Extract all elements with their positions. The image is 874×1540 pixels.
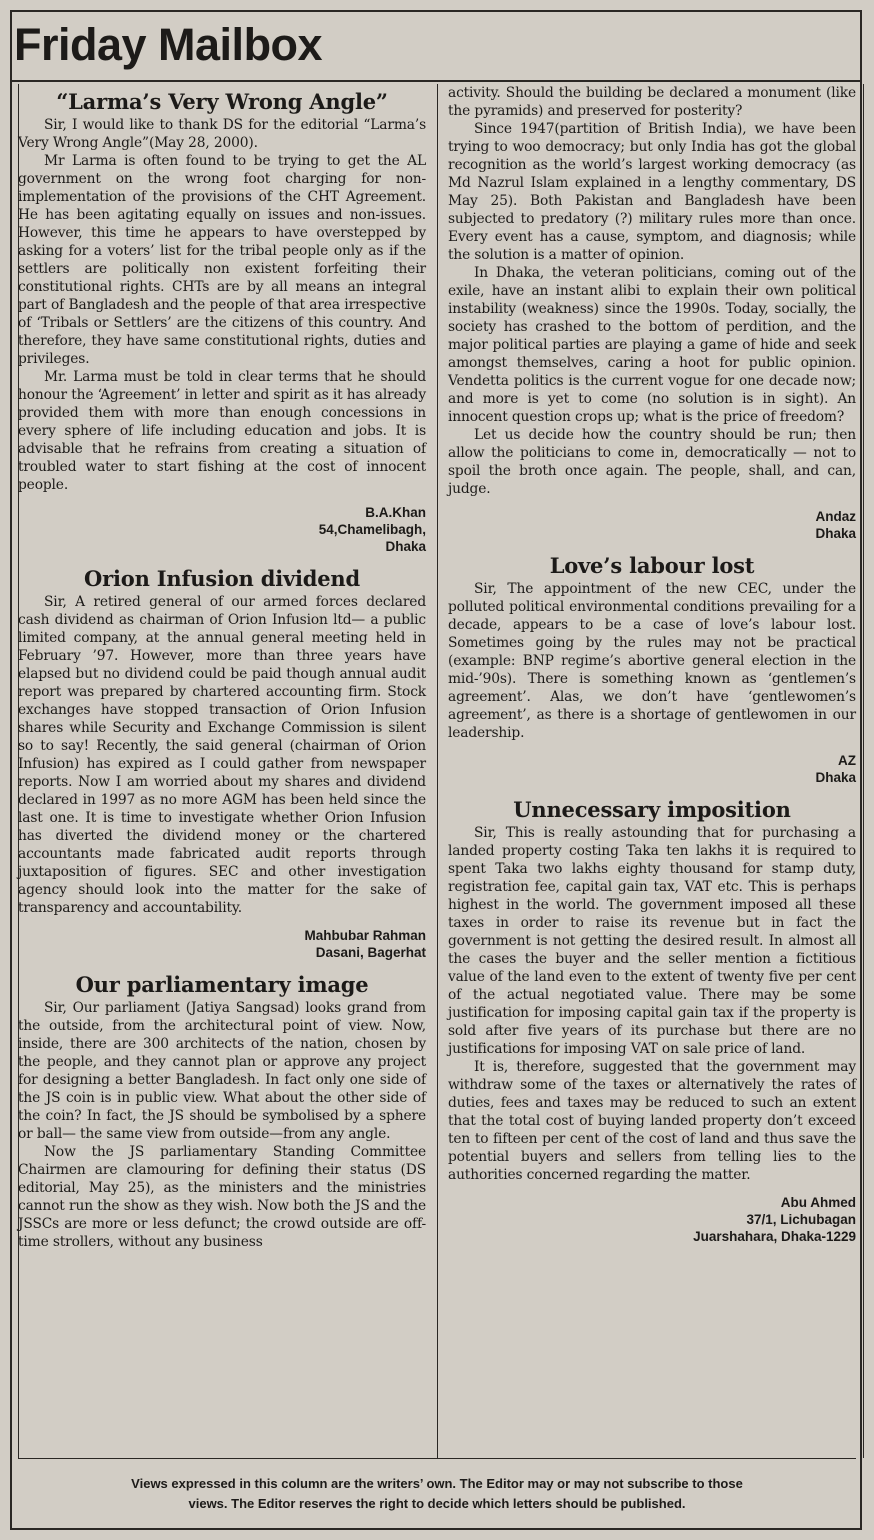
letter-paragraph: activity. Should the building be declared a monument (like the pyramids) and preserved for posterity? [448, 85, 856, 119]
masthead [10, 10, 862, 82]
letter [18, 88, 426, 555]
letter-signature [18, 504, 426, 555]
letter-signature [18, 927, 426, 961]
letter-headline: Our parliamentary image [75, 972, 369, 997]
letter-paragraph: It is, therefore, suggested that the government may withdraw some of the taxes or alternatively the rates of duties, fees and taxes may be reduced to such an extent that the total cost of buying landed property don’t exceed ten to fifteen per cent of the cost of land and thus save the potential buyers and sellers from telling lies to the authorities concerned regarding the matter. [448, 1059, 856, 1183]
letter [448, 552, 856, 786]
signature-line: Dhaka [815, 770, 856, 785]
signature-line: Mahbubar Rahman [304, 928, 426, 943]
footer-rule [18, 1458, 856, 1459]
letter [448, 84, 856, 542]
letter-paragraph: Sir, Our parliament (Jatiya Sangsad) looks grand from the outside, from the architectural point of view. Now, inside, there are 300 architects of the nation, chosen by the people, and they cannot plan or approve any project for designing a better Bangladesh. In fact only one side of the JS coin is in public view. What about the other side of the coin? In fact, the JS should be symbolised by a sphere or ball— the same view from outside—from any angle. [18, 1000, 426, 1142]
signature-line: Andaz [815, 509, 856, 524]
disclaimer-line-2: views. The Editor reserves the right to decide which letters should be published. [188, 1496, 686, 1511]
signature-line: Dasani, Bagerhat [315, 945, 426, 960]
letter-paragraph: In Dhaka, the veteran politicians, coming out of the exile, have an instant alibi to explain their own political instability (weakness) since the 1990s. Today, socially, the society has crashed to the bottom of perdition, and the major political parties are playing a game of hide and seek amongst themselves, caring a hoot for public opinion. Vendetta politics is the current vogue for one decade now; and more is yet to come (no solution is in sight). An innocent question crops up; what is the price of freedom? [448, 265, 856, 425]
letter-paragraph: Mr Larma is often found to be trying to get the AL government on the wrong foot charging for non-implementation of the provisions of the CHT Agreement. He has been agitating equally on issues and non-issues. However, this time he appears to have overstepped by asking for a voters’ list for the tribal people only as if the settlers are politically non existent forfeiting their constitutional rights. CHTs are by all means an integral part of Bangladesh and the people of that area irrespective of ‘Tribals or Settlers’ are the citizens of this country. And therefore, they have same constitutional rights, duties and privileges. [18, 153, 426, 367]
letter-paragraph: Let us decide how the country should be run; then allow the politicians to come in, democratically — not to spoil the broth once again. The people, shall, and can, judge. [448, 427, 856, 497]
letter-headline: Unnecessary imposition [513, 797, 791, 822]
signature-line: Juarshahara, Dhaka-1229 [693, 1229, 856, 1244]
letter [448, 796, 856, 1245]
disclaimer-line-1: Views expressed in this column are the writers’ own. The Editor may or may not subscribe to those [131, 1476, 743, 1491]
page-title: Friday Mailbox [14, 19, 323, 70]
signature-line: Dhaka [815, 526, 856, 541]
letter-headline: Orion Infusion dividend [84, 566, 360, 591]
signature-line: Dhaka [385, 539, 426, 554]
editorial-disclaimer [18, 1466, 856, 1522]
signature-line: 54,Chamelibagh, [318, 522, 426, 537]
letter-paragraph: Since 1947(partition of British India), we have been trying to woo democracy; but only India has got the global recognition as the world’s largest working democracy (as Md Nazrul Islam explained in a lengthy commentary, DS May 25). Both Pakistan and Bangladesh have been subjected to predatory (?) military rules more than once. Every event has a cause, symptom, and diagnosis; while the solution is a matter of opinion. [448, 121, 856, 263]
left-column [18, 84, 426, 1251]
letter-paragraph: Sir, This is really astounding that for purchasing a landed property costing Taka ten lakhs it is required to spent Taka two lakhs eighty thousand for stamp duty, registration fee, capital gain tax, VAT etc. This is perhaps highest in the world. The government imposed all these taxes in order to raise its revenue but in fact the government is not getting the desired result. In almost all the cases the buyer and the seller mention a fictitious value of the land even to the extent of twenty five per cent of the actual negotiated value. There may be some justification for imposing capital gain tax if the property is sold after five years of its purchase but there are no justifications for imposing VAT on sale price of land. [448, 825, 856, 1057]
signature-line: AZ [838, 753, 856, 768]
right-column [448, 84, 856, 1255]
letter-signature [448, 752, 856, 786]
letter-paragraph: Mr. Larma must be told in clear terms that he should honour the ‘Agreement’ in letter and spirit as it has already provided them with more than enough concessions in every sphere of life including education and jobs. It is advisable that he refrains from creating a situation of troubled water to start fishing at the cost of innocent people. [18, 369, 426, 493]
letter [18, 971, 426, 1251]
signature-line: B.A.Khan [365, 505, 426, 520]
letter-signature [448, 508, 856, 542]
letter-paragraph: Sir, A retired general of our armed forces declared cash dividend as chairman of Orion Infusion ltd— a public limited company, at the annual general meeting held in February ’97. However, more than three years have elapsed but no dividend could be paid though annual audit report was prepared by chartered accounting firm. Stock exchanges have stopped transaction of Orion Infusion shares while Security and Exchange Commission is silent so to say! Recently, the said general (chairman of Orion Infusion) has expired as I could gather from newspaper reports. Now I am worried about my shares and dividend declared in 1997 as no more AGM has been held since the last one. It is time to investigate whether Orion Infusion has diverted the dividend money or the chartered accountants made fabricated audit reports through juxtaposition of figures. SEC and other investigation agency should look into the matter for the sake of transparency and accountability. [18, 594, 426, 916]
column-divider [437, 84, 438, 1458]
letter-headline: Love’s labour lost [549, 553, 755, 578]
signature-line: Abu Ahmed [780, 1195, 856, 1210]
letter-paragraph: Sir, The appointment of the new CEC, under the polluted political environmental conditions prevailing for a decade, appears to be a case of love’s labour lost. Sometimes going by the rules may not be practical (example: BNP regime’s abortive general election in the mid-’90s). There is something known as ‘gentlemen’s agreement’. Alas, we don’t have ‘gentlewomen’s agreement’, as there is a shortage of gentlewomen in our leadership. [448, 581, 856, 741]
letter [18, 565, 426, 961]
letter-signature [448, 1194, 856, 1245]
right-rule [863, 84, 864, 1458]
letter-paragraph: Now the JS parliamentary Standing Committee Chairmen are clamouring for defining their status (DS editorial, May 25), as the ministers and the ministries cannot run the show as they wish. Now both the JS and the JSSCs are more or less defunct; the crowd outside are off-time strollers, without any business [18, 1144, 426, 1250]
signature-line: 37/1, Lichubagan [746, 1212, 856, 1227]
letter-paragraph: Sir, I would like to thank DS for the editorial “Larma’s Very Wrong Angle”(May 28, 2000). [18, 117, 426, 151]
letter-headline: “Larma’s Very Wrong Angle” [56, 89, 388, 114]
